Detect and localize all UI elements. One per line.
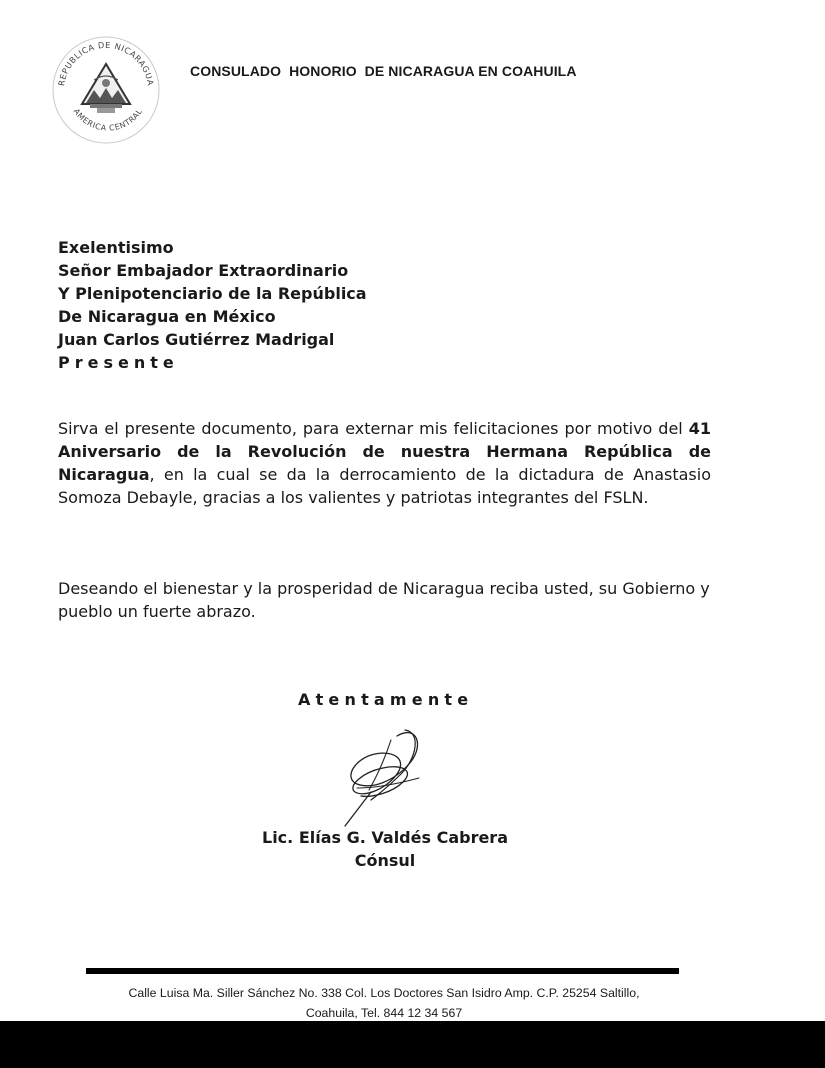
p1-text-start: Sirva el presente documento, para externar mis felicitaciones por motivo del <box>58 419 689 438</box>
handwritten-signature <box>325 718 435 830</box>
nicaragua-coat-of-arms-icon <box>50 28 162 146</box>
seal-top-text: REPUBLICA DE NICARAGUA <box>56 39 156 87</box>
footer-address <box>60 983 708 1023</box>
closing-salutation: Atentamente <box>298 690 474 709</box>
signature-icon <box>325 718 435 830</box>
body-paragraph-1 <box>58 417 711 509</box>
signer-name: Lic. Elías G. Valdés Cabrera <box>262 828 508 847</box>
addressee-line-6: Presente <box>58 353 179 372</box>
addressee-line-1: Exelentisimo <box>58 238 174 257</box>
bottom-black-band <box>0 1021 825 1068</box>
letterhead-title: CONSULADO HONORIO DE NICARAGUA EN COAHUILA <box>190 63 577 79</box>
p1-text-end: , en la cual se da la derrocamiento de la dictadura de Anastasio Somoza Debayle, gracias a los valientes y patriotas integrantes del FSLN. <box>58 465 711 507</box>
footer-divider <box>86 968 679 974</box>
addressee-line-5: Juan Carlos Gutiérrez Madrigal <box>58 330 335 349</box>
signer-title: Cónsul <box>354 851 416 870</box>
addressee-line-2: Señor Embajador Extraordinario <box>58 261 349 280</box>
addressee-line-4: De Nicaragua en México <box>58 307 276 326</box>
addressee-block <box>58 236 367 374</box>
addressee-line-3: Y Plenipotenciario de la República <box>58 284 367 303</box>
body-paragraph-2: Deseando el bienestar y la prosperidad de Nicaragua reciba usted, su Gobierno y pueblo un fuerte abrazo. <box>58 579 710 621</box>
footer-line-2: Coahuila, Tel. 844 12 34 567 <box>305 1006 463 1020</box>
seal-bottom-text: AMERICA CENTRAL <box>71 106 145 133</box>
nicaragua-seal <box>50 28 162 146</box>
footer-line-1: Calle Luisa Ma. Siller Sánchez No. 338 Col. Los Doctores San Isidro Amp. C.P. 25254 Saltillo, <box>128 986 640 1000</box>
p1-text-bold: 41 Aniversario de la Revolución de nuestra Hermana República de Nicaragua <box>58 419 711 484</box>
signer-block <box>260 826 510 872</box>
